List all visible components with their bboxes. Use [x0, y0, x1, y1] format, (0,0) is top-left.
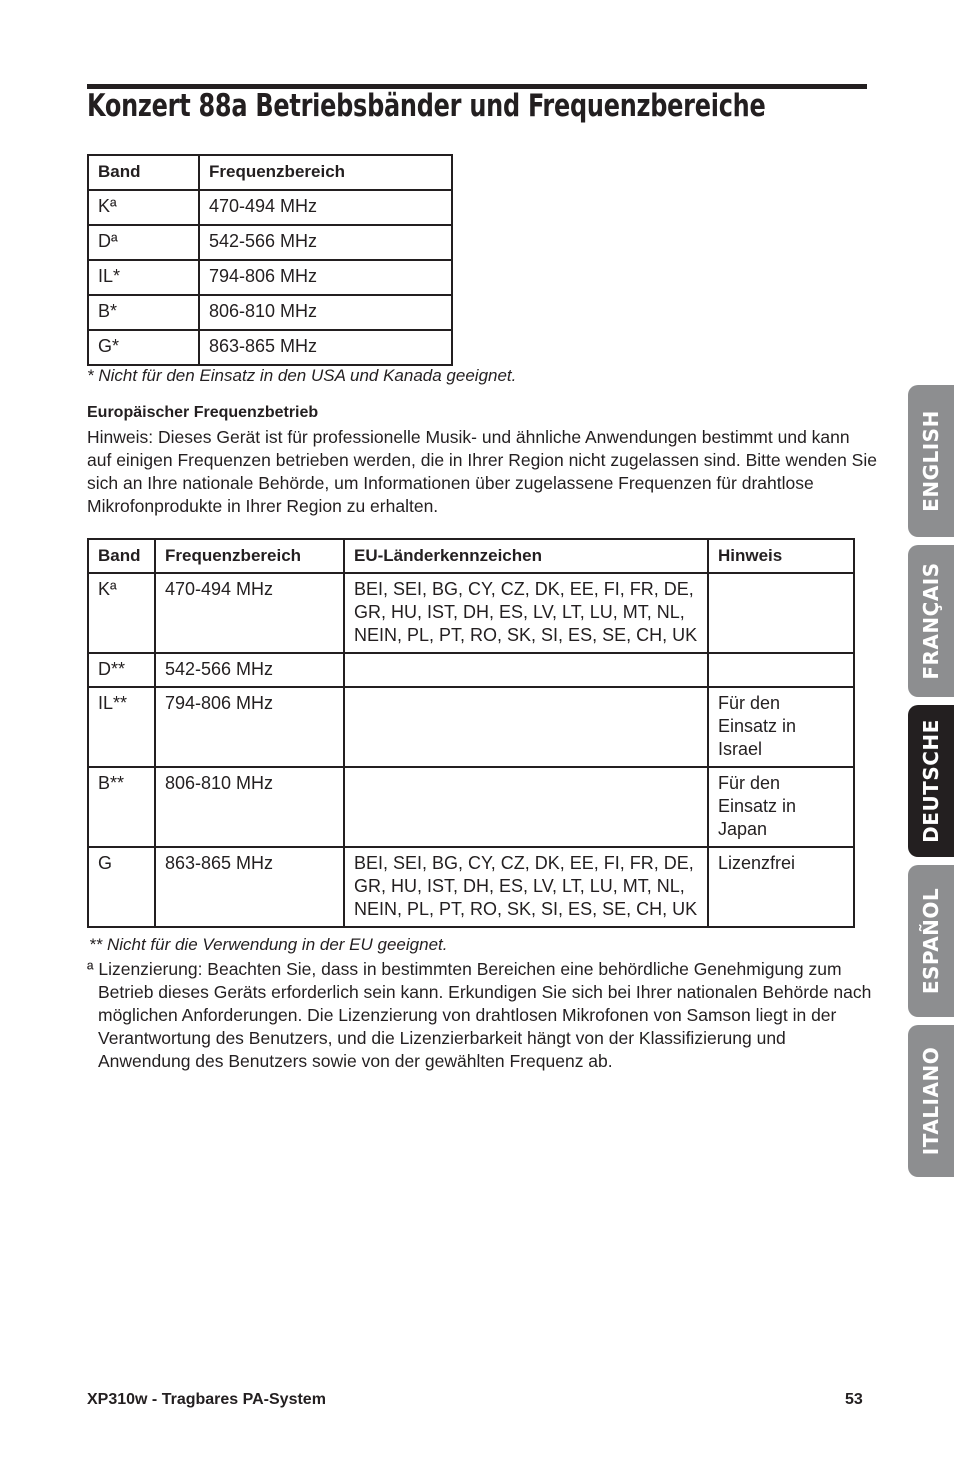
table-row — [88, 190, 452, 225]
eu-band-table — [87, 538, 855, 928]
tab-italiano[interactable] — [908, 1025, 954, 1177]
table-row — [88, 653, 854, 687]
table-row — [88, 330, 452, 365]
cell-frequency: 806-810 MHz — [155, 767, 344, 847]
cell-frequency: 470-494 MHz — [155, 573, 344, 653]
cell-eu-codes — [344, 687, 708, 767]
cell-frequency: 542-566 MHz — [155, 653, 344, 687]
tab-deutsche[interactable] — [908, 705, 954, 857]
page-number: 53 — [845, 1391, 863, 1408]
cell-band: B** — [88, 767, 155, 847]
table-header-row — [88, 539, 854, 573]
table-header-row — [88, 155, 452, 190]
tab-label: ITALIANO — [919, 1046, 943, 1156]
table-row — [88, 295, 452, 330]
page-title: Konzert 88a Betriebsbänder und Frequenzbereiche — [87, 88, 766, 124]
cell-frequency: 794-806 MHz — [155, 687, 344, 767]
tab-label: ENGLISH — [919, 410, 943, 512]
table-row — [88, 573, 854, 653]
footer-product: XP310w - Tragbares PA-System — [87, 1391, 326, 1408]
eu-not-suitable-note: ** Nicht für die Verwendung in der EU geeignet. — [89, 935, 448, 954]
tab-english[interactable] — [908, 385, 954, 537]
cell-band: D** — [88, 653, 155, 687]
tab-francais[interactable] — [908, 545, 954, 697]
header-band: Band — [88, 539, 155, 573]
header-frequency: Frequenzbereich — [155, 539, 344, 573]
header-eu-codes: EU-Länderkennzeichen — [344, 539, 708, 573]
cell-eu-codes — [344, 767, 708, 847]
cell-band: Dª — [88, 225, 199, 260]
tab-label: DEUTSCHE — [919, 719, 943, 843]
licensing-footnote: ª Lizenzierung: Beachten Sie, dass in bestimmten Bereichen eine behördliche Genehmigung zum Betrieb dieses Geräts erforderlich sein kann. Erkundigen Sie sich bei Ihrer nationalen Behörde nach möglichen Anforderungen. Die Lizenzierung von drahtlosen Mikrofonen von Samson liegt in der Verantwortung des Benutzers, und die Lizenzierbarkeit hängt von der Klassifizierung und Anwendung des Benutzers sowie von der gewählten Frequenz ab. — [87, 959, 872, 1071]
table-row — [88, 767, 854, 847]
cell-frequency: 542-566 MHz — [199, 225, 452, 260]
cell-band: IL* — [88, 260, 199, 295]
cell-band: Kª — [88, 573, 155, 653]
cell-eu-codes — [344, 653, 708, 687]
header-band: Band — [88, 155, 199, 190]
cell-note — [708, 573, 854, 653]
tab-label: ESPAÑOL — [919, 887, 943, 995]
eu-heading: Europäischer Frequenzbetrieb — [87, 404, 319, 421]
cell-band: B* — [88, 295, 199, 330]
header-frequency: Frequenzbereich — [199, 155, 452, 190]
cell-eu-codes: BEI, SEI, BG, CY, CZ, DK, EE, FI, FR, DE, GR, HU, IST, DH, ES, LV, LT, LU, MT, NL, NEIN, PL, PT, RO, SK, SI, ES, SE, CH, UK — [344, 847, 708, 927]
cell-band: Kª — [88, 190, 199, 225]
table-row — [88, 687, 854, 767]
cell-frequency: 806-810 MHz — [199, 295, 452, 330]
tab-label: FRANÇAIS — [919, 562, 943, 680]
header-note: Hinweis — [708, 539, 854, 573]
cell-note: Für den Einsatz in Japan — [708, 767, 854, 847]
table-row — [88, 225, 452, 260]
cell-frequency: 794-806 MHz — [199, 260, 452, 295]
table-row — [88, 260, 452, 295]
usa-canada-note: * Nicht für den Einsatz in den USA und Kanada geeignet. — [87, 366, 517, 385]
cell-frequency: 863-865 MHz — [155, 847, 344, 927]
cell-band: G* — [88, 330, 199, 365]
band-table — [87, 154, 453, 366]
cell-note: Für den Einsatz in Israel — [708, 687, 854, 767]
cell-band: IL** — [88, 687, 155, 767]
cell-note: Lizenzfrei — [708, 847, 854, 927]
cell-eu-codes: BEI, SEI, BG, CY, CZ, DK, EE, FI, FR, DE, GR, HU, IST, DH, ES, LV, LT, LU, MT, NL, NEIN, PL, PT, RO, SK, SI, ES, SE, CH, UK — [344, 573, 708, 653]
cell-frequency: 863-865 MHz — [199, 330, 452, 365]
cell-band: G — [88, 847, 155, 927]
eu-paragraph: Hinweis: Dieses Gerät ist für professionelle Musik- und ähnliche Anwendungen bestimmt und kann auf einigen Frequenzen betrieben werden, die in Ihrer Region nicht zugelassen sind. Bitte wenden Sie sich an Ihre nationale Behörde, um Informationen über zugelassene Frequenzen für drahtlose Mikrofonprodukte in Ihrer Region zu erhalten. — [87, 427, 877, 516]
tab-espanol[interactable] — [908, 865, 954, 1017]
table-row — [88, 847, 854, 927]
cell-frequency: 470-494 MHz — [199, 190, 452, 225]
cell-note — [708, 653, 854, 687]
